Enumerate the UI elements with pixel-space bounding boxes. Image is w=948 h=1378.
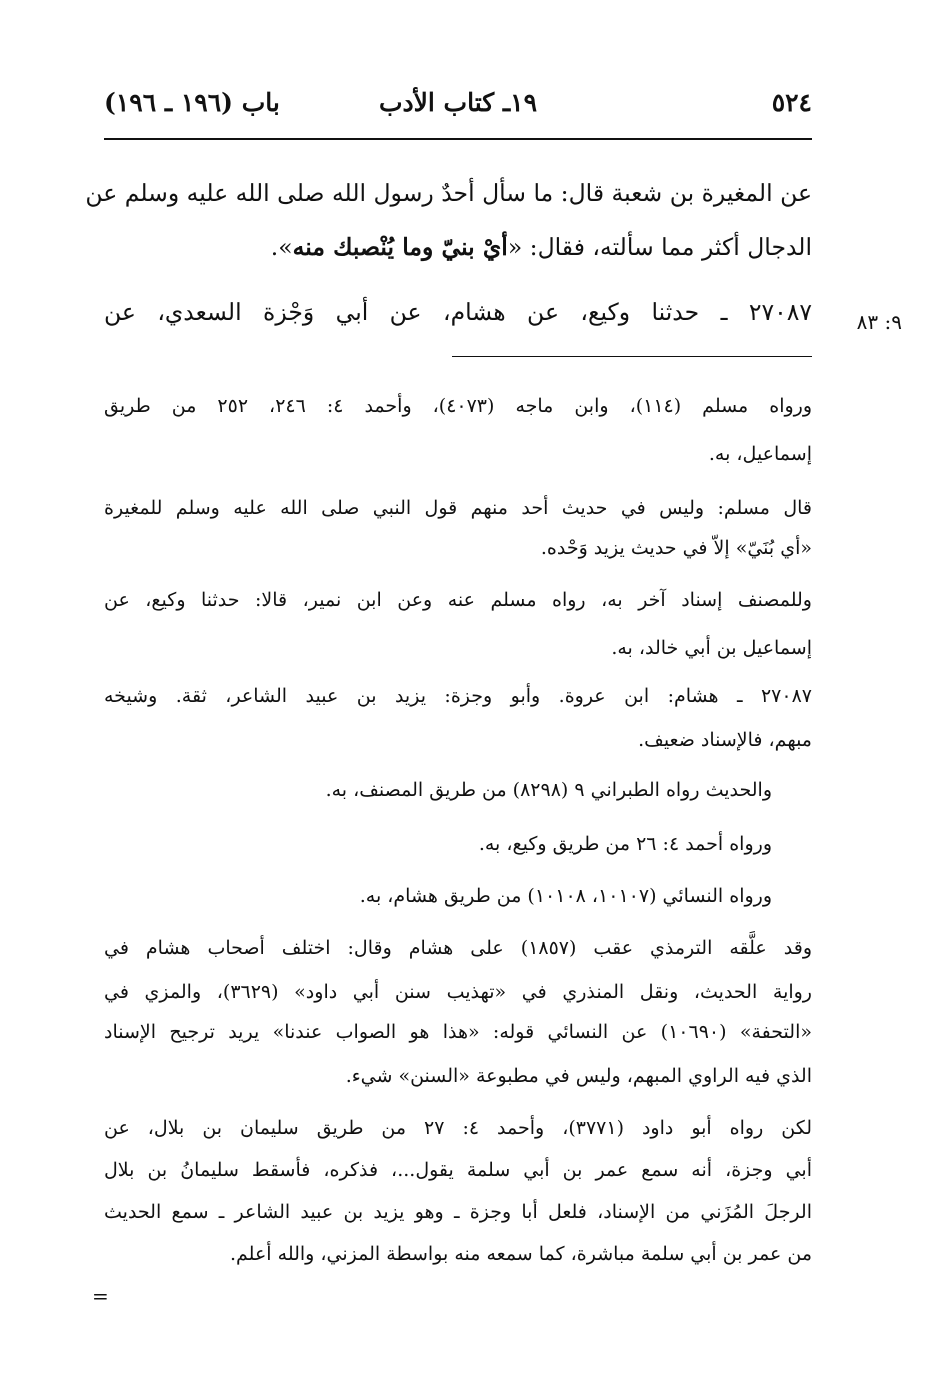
hadith-chain: ٢٧٠٨٧ ـ حدثنا وكيع، عن هشام، عن أبي وَجْزة السعدي، عن <box>104 298 812 326</box>
main-text-line-2 <box>104 220 812 274</box>
running-header <box>104 88 812 128</box>
footnote-line: ورواه النسائي (١٠١٠٧، ١٠١٠٨) من طريق هشام، به. <box>359 885 772 907</box>
footnote-line: «التحفة» (١٠٦٩٠) عن النسائي قوله: «هذا هو الصواب عندنا» يريد ترجيح الإسناد <box>104 1021 812 1043</box>
footnote-line: ورواه أحمد ٤: ٢٦ من طريق وكيع، به. <box>478 833 772 855</box>
chapter-range: باب (١٩٦ ـ ١٩٦) <box>104 88 280 117</box>
footnote-line: إسماعيل، به. <box>708 443 812 465</box>
book-title: ١٩ـ كتاب الأدب <box>378 88 538 117</box>
footnote-line: وللمصنف إسناد آخر به، رواه مسلم عنه وعن ابن نمير، قالا: حدثنا وكيع، عن <box>104 589 812 611</box>
header-divider <box>104 138 812 140</box>
footnote-line: والحديث رواه الطبراني ٩ (٨٢٩٨) من طريق المصنف، به. <box>325 779 772 801</box>
footnote-line: رواية الحديث، ونقل المنذري في «تهذيب سنن أبي داود» (٣٦٢٩)، والمزي في <box>104 981 812 1003</box>
page-number: ٥٢٤ <box>771 88 812 117</box>
footnote-line: إسماعيل بن أبي خالد، به. <box>611 637 812 659</box>
main-text-plain: الدجال أكثر مما سألته، فقال: « <box>507 233 812 261</box>
footnote-line: ٢٧٠٨٧ ـ هشام: ابن عروة. وأبو وجزة: يزيد بن عبيد الشاعر، ثقة. وشيخه <box>104 685 812 707</box>
footnote-line: مبهم، فالإسناد ضعيف. <box>638 729 812 751</box>
margin-reference: ٩: ٨٣ <box>856 310 902 334</box>
footnote-divider <box>452 356 812 357</box>
footnote-line: ورواه مسلم (١١٤)، وابن ماجه (٤٠٧٣)، وأحمد ٤: ٢٤٦، ٢٥٢ من طريق <box>104 395 812 417</box>
prophet-quote: أيْ بنيّ وما يُنْصبك منه <box>292 233 508 261</box>
footnote-line: أبي وجزة، أنه سمع عمر بن أبي سلمة يقول...، فذكره، فأسقط سليمانُ بن بلال <box>104 1159 812 1181</box>
footnote-line: قال مسلم: وليس في حديث أحد منهم قول النبي صلى الله عليه وسلم للمغيرة <box>104 497 812 519</box>
footnote-line: الذي فيه الراوي المبهم، وليس في مطبوعة «السنن» شيء. <box>345 1065 812 1087</box>
footnote-line: الرجلَ المُزَني من الإسناد، فلعل أبا وجزة ـ وهو يزيد بن عبيد الشاعر ـ سمع الحديث <box>104 1201 812 1223</box>
footnote-line: لكن رواه أبو داود (٣٧٧١)، وأحمد ٤: ٢٧ من طريق سليمان بن بلال، عن <box>104 1117 812 1139</box>
main-text-line-1: عن المغيرة بن شعبة قال: ما سأل أحدٌ رسول الله صلى الله عليه وسلم عن <box>85 179 812 207</box>
main-text-end: ». <box>270 233 293 261</box>
continuation-mark: = <box>92 1284 109 1308</box>
footnote-line: من عمر بن أبي سلمة مباشرة، كما سمعه منه بواسطة المزني، والله أعلم. <box>230 1243 812 1265</box>
footnote-line: وقد علَّقه الترمذي عقب (١٨٥٧) على هشام وقال: اختلف أصحاب هشام في <box>104 937 812 959</box>
footnote-line: «أي بُنَيّ» إلاّ في حديث يزيد وَحْده. <box>540 537 812 559</box>
